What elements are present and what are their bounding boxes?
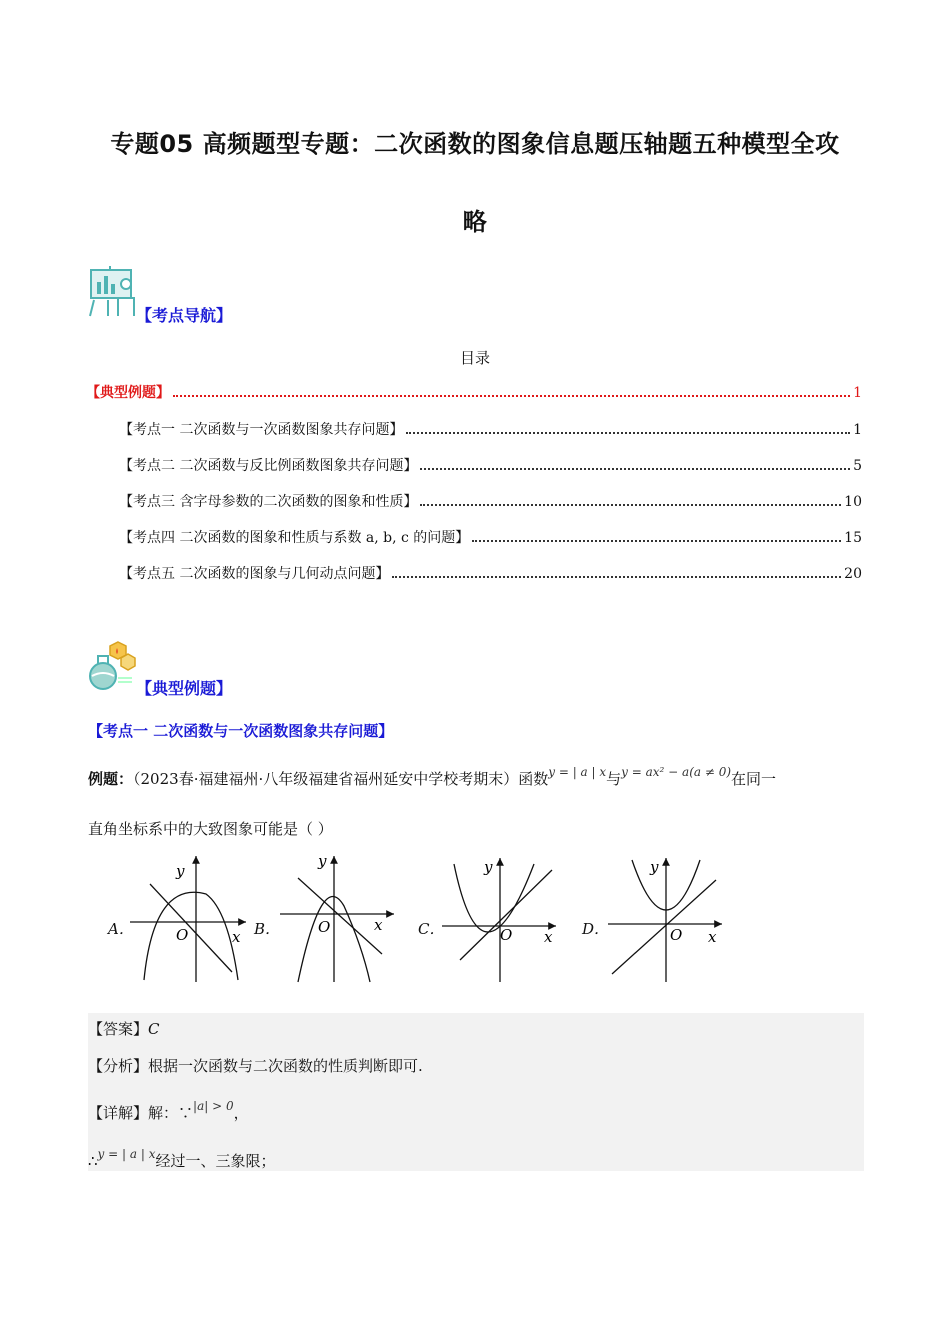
answer-box (88, 1013, 864, 1171)
toc-item-label: 【考点五 二次函数的图象与几何动点问题】 (119, 566, 390, 582)
toc-item-page: 5 (853, 458, 862, 474)
parabola-curve (454, 864, 534, 932)
origin-label: O (318, 918, 331, 936)
option-d-label[interactable]: D． (582, 920, 610, 938)
toc-item-label: 【考点二 二次函数与反比例函数图象共存问题】 (119, 458, 418, 474)
presentation-board-icon (88, 264, 140, 318)
x-axis-label: x (708, 928, 717, 946)
option-a-label[interactable]: A． (108, 920, 134, 938)
linear-line (150, 884, 232, 972)
example-question-line1 (88, 765, 777, 789)
toc-item-page: 10 (844, 494, 862, 510)
toc-main-page: 1 (853, 385, 862, 401)
linear-line (298, 878, 382, 954)
toc-leader (173, 395, 850, 397)
therefore-math: y = | a | x (97, 1147, 156, 1161)
toc-item-page: 20 (844, 566, 862, 582)
linear-line (460, 870, 552, 960)
toc-leader (420, 468, 850, 470)
option-a-graph[interactable] (128, 850, 252, 986)
kaodian1-heading: 【考点一 二次函数与一次函数图象共存问题】 (88, 722, 394, 740)
toc-item-page: 1 (853, 422, 862, 438)
example-label: 例题： (88, 770, 134, 788)
formula-quadratic: y = ax² − a(a ≠ 0) (621, 765, 732, 779)
toc-item-2[interactable] (119, 455, 862, 475)
therefore-symbol: ∴ (88, 1152, 98, 1170)
y-axis-label: y (484, 858, 493, 876)
formula-linear: y = | a | x (548, 765, 607, 779)
toc-item-3[interactable] (119, 491, 862, 511)
y-axis-label: y (650, 858, 659, 876)
example-question-line2: 直角坐标系中的大致图象可能是（ ） (88, 820, 333, 838)
analysis-label: 【分析】 (88, 1057, 149, 1075)
parabola-curve (144, 892, 238, 980)
x-axis-label: x (232, 928, 241, 946)
example-source: （2023春·福建福州·八年级福建省福州延安中学校考期末）函数 (133, 770, 549, 788)
toc-leader (392, 576, 841, 578)
option-c-label[interactable]: C． (418, 920, 445, 938)
toc-title: 目录 (459, 349, 490, 367)
x-axis-label: x (374, 916, 383, 934)
therefore-line (88, 1147, 276, 1171)
answer-line (88, 1018, 160, 1039)
example-mid: 与 (606, 770, 622, 788)
toc-item-label: 【考点四 二次函数的图象和性质与系数 a, b, c 的问题】 (119, 530, 470, 546)
toc-main-entry[interactable] (86, 382, 862, 402)
option-d-graph[interactable] (604, 850, 728, 986)
page-title-line1: 专题05 高频题型专题：二次函数的图象信息题压轴题五种模型全攻 (110, 130, 840, 158)
analysis-line (88, 1055, 423, 1076)
toc-leader (420, 504, 841, 506)
detail-text: 解：∵ (148, 1104, 194, 1122)
toc-item-5[interactable] (119, 563, 862, 583)
origin-label: O (500, 926, 513, 944)
detail-math: |a| > 0 (193, 1099, 234, 1113)
origin-label: O (670, 926, 683, 944)
detail-label: 【详解】 (88, 1104, 149, 1122)
nav-heading: 【考点导航】 (136, 306, 233, 325)
toc-leader (472, 540, 841, 542)
toc-item-1[interactable] (119, 419, 862, 439)
examples-heading: 【典型例题】 (136, 679, 233, 698)
y-axis-label: y (318, 852, 327, 870)
linear-line (612, 880, 716, 974)
toc-leader (406, 432, 850, 434)
answer-label: 【答案】 (88, 1020, 149, 1038)
flask-icon (88, 640, 136, 690)
therefore-text: 经过一、三象限； (155, 1152, 276, 1170)
option-c-graph[interactable] (438, 850, 562, 986)
origin-label: O (176, 926, 189, 944)
toc-main-label: 【典型例题】 (86, 385, 170, 401)
option-b-label[interactable]: B． (254, 920, 281, 938)
detail-line (88, 1099, 249, 1123)
toc-item-label: 【考点三 含字母参数的二次函数的图象和性质】 (119, 494, 418, 510)
example-tail: 在同一 (731, 770, 777, 788)
x-axis-label: x (544, 928, 553, 946)
toc-item-page: 15 (844, 530, 862, 546)
option-b-graph[interactable] (276, 850, 400, 986)
y-axis-label: y (176, 862, 185, 880)
page-title-line2: 略 (462, 208, 488, 236)
analysis-text: 根据一次函数与二次函数的性质判断即可. (148, 1057, 423, 1075)
toc-item-label: 【考点一 二次函数与一次函数图象共存问题】 (119, 422, 404, 438)
answer-value: C (148, 1020, 160, 1038)
detail-comma: ， (233, 1104, 249, 1122)
toc-item-4[interactable] (119, 527, 862, 547)
